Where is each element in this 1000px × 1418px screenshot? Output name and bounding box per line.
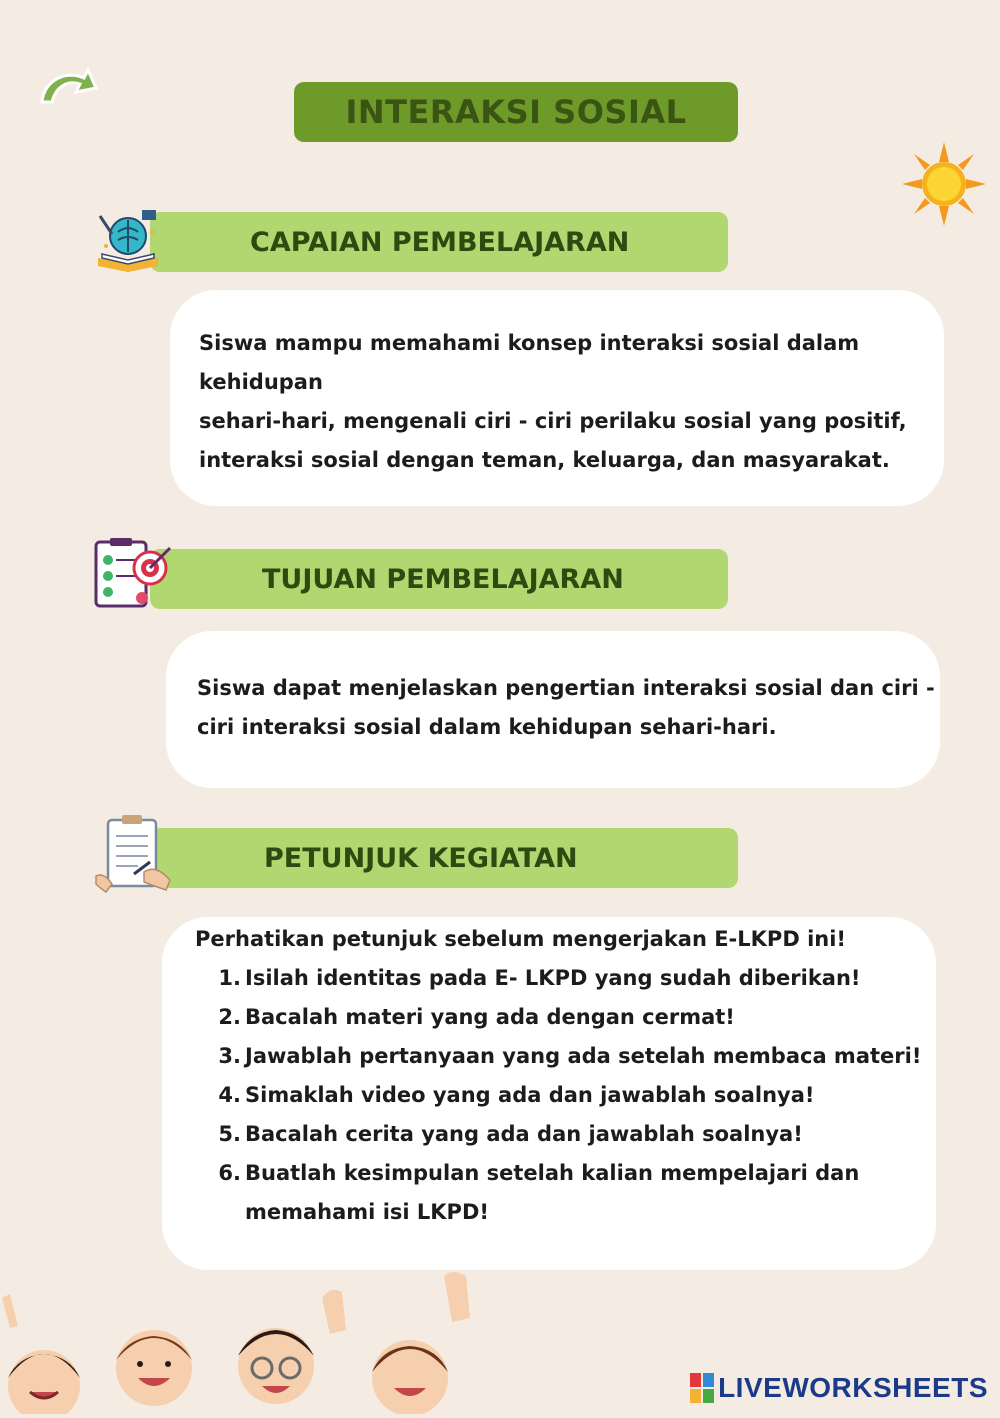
petunjuk-card — [162, 917, 936, 1270]
step-text-continued: memahami isi LKPD! — [245, 1200, 489, 1224]
capaian-heading-bar — [150, 212, 728, 272]
step-number: 5. — [218, 1122, 241, 1146]
petunjuk-heading: PETUNJUK KEGIATAN — [264, 842, 578, 874]
capaian-heading: CAPAIAN PEMBELAJARAN — [250, 226, 630, 258]
tujuan-line-1: Siswa dapat menjelaskan pengertian interaksi sosial dan ciri - — [197, 676, 935, 700]
list-item — [195, 959, 936, 998]
list-item — [195, 998, 936, 1037]
step-number: 1. — [218, 966, 241, 990]
tujuan-line-2: ciri interaksi sosial dalam kehidupan sehari-hari. — [197, 715, 777, 739]
liveworksheets-logo-icon — [690, 1373, 714, 1403]
petunjuk-heading-bar — [150, 828, 738, 888]
list-item — [195, 1037, 936, 1076]
step-text: Simaklah video yang ada dan jawablah soalnya! — [245, 1083, 815, 1107]
step-text: Buatlah kesimpulan setelah kalian mempelajari dan — [245, 1161, 860, 1185]
capaian-line-1: Siswa mampu memahami konsep interaksi sosial dalam kehidupan — [199, 331, 860, 394]
capaian-line-2: sehari-hari, mengenali ciri - ciri perilaku sosial yang positif, — [199, 409, 907, 433]
tujuan-card — [166, 631, 940, 788]
petunjuk-steps — [195, 959, 936, 1232]
page-title: INTERAKSI SOSIAL — [345, 93, 687, 131]
cheering-children-illustration — [0, 1268, 520, 1418]
tujuan-heading: TUJUAN PEMBELAJARAN — [262, 563, 624, 595]
step-text: Bacalah cerita yang ada dan jawablah soalnya! — [245, 1122, 803, 1146]
step-text: Isilah identitas pada E- LKPD yang sudah diberikan! — [245, 966, 861, 990]
list-item — [195, 1193, 936, 1232]
capaian-card — [170, 290, 944, 506]
step-text: Jawablah pertanyaan yang ada setelah membaca materi! — [245, 1044, 922, 1068]
capaian-line-3: interaksi sosial dengan teman, keluarga, dan masyarakat. — [199, 448, 890, 472]
list-item — [195, 1154, 936, 1193]
step-number: 3. — [218, 1044, 241, 1068]
tujuan-heading-bar — [150, 549, 728, 609]
list-item — [195, 1076, 936, 1115]
liveworksheets-brand: LIVEWORKSHEETS — [718, 1372, 988, 1403]
clipboard-hand-icon — [94, 812, 178, 902]
sun-icon — [902, 142, 986, 230]
step-number: 4. — [218, 1083, 241, 1107]
step-number: 6. — [218, 1161, 241, 1185]
step-text: Bacalah materi yang ada dengan cermat! — [245, 1005, 735, 1029]
target-checklist-icon — [92, 536, 178, 616]
petunjuk-intro: Perhatikan petunjuk sebelum mengerjakan E-LKPD ini! — [195, 927, 846, 951]
curved-arrow-icon — [36, 62, 98, 114]
step-number: 2. — [218, 1005, 241, 1029]
list-item — [195, 1115, 936, 1154]
page-title-bar — [294, 82, 738, 142]
brain-book-icon — [92, 206, 164, 278]
liveworksheets-logo — [690, 1372, 988, 1404]
